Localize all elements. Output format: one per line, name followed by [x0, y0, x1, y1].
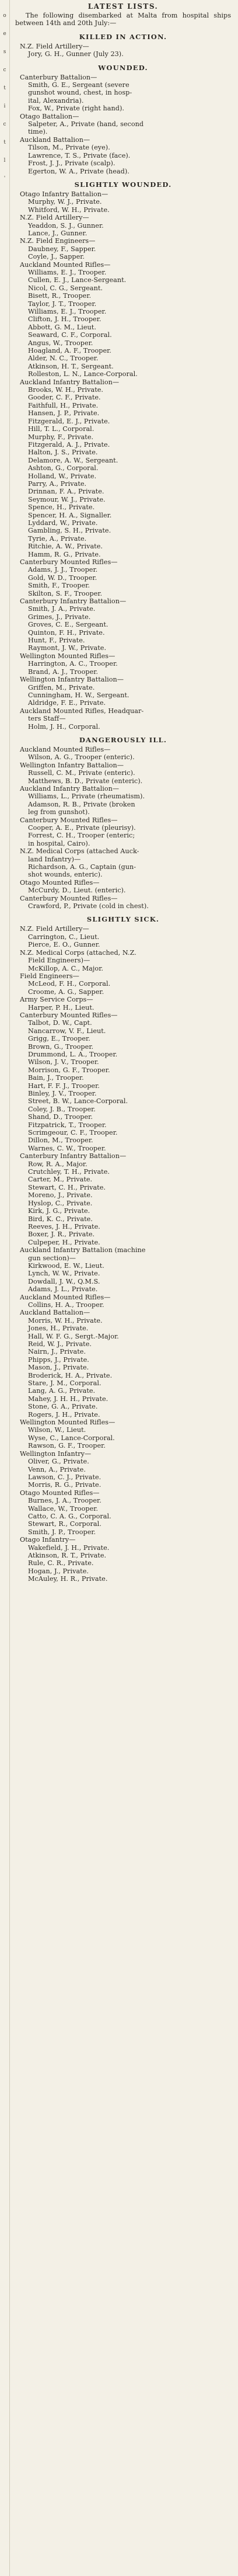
casualty-entry: Williams, E. J., Trooper.	[28, 268, 107, 276]
casualty-entry: Atkinson, R. T., Private.	[28, 1551, 107, 1559]
section-title: SLIGHTLY WOUNDED.	[74, 180, 172, 189]
unit-heading: N.Z. Field Artillery—	[20, 42, 89, 50]
casualty-entry: Forrest, C. H., Trooper (enteric;	[28, 832, 135, 840]
casualty-entry: Lynch, W. W., Private.	[28, 1270, 100, 1278]
casualty-entry: Salpeter, A., Private (hand, second	[28, 120, 144, 128]
casualty-entry: Rule, C. R., Private.	[28, 1559, 94, 1567]
casualty-entry: Lang, A. G., Private.	[28, 1387, 96, 1395]
casualty-entry: gunshot wound, chest, in hosp-	[28, 89, 132, 97]
margin-letter: s	[3, 49, 6, 55]
casualty-entry: Spencer, H. A., Signaller.	[28, 511, 112, 519]
casualty-entry: Phipps, J., Private.	[28, 1355, 89, 1364]
casualty-entry: Gooder, C. F., Private.	[28, 394, 101, 402]
casualty-entry: Carter, M., Private.	[28, 1176, 93, 1184]
casualty-entry: Seaward, C. F., Corporal.	[28, 331, 112, 339]
unit-heading: Otago Mounted Rifles—	[20, 1489, 100, 1497]
casualty-entry: Nicol, C. G., Sergeant.	[28, 284, 103, 292]
casualty-entry: Harper, P. H., Lieut.	[28, 1003, 94, 1011]
casualty-entry: Street, B. W., Lance-Corporal.	[28, 1097, 128, 1106]
casualty-entry: Reeves, J. H., Private.	[28, 1222, 100, 1230]
unit-heading: Canterbury Infantry Battalion—	[20, 1152, 127, 1160]
casualty-entry: Delamore, A. W., Sergeant.	[28, 456, 118, 464]
casualty-entry: Wyse, C., Lance-Corporal.	[28, 1434, 115, 1442]
unit-heading: N.Z. Field Artillery—	[20, 925, 89, 933]
casualty-entry: Warnes, C. W., Trooper.	[28, 1144, 106, 1152]
margin-letter: t	[4, 140, 6, 145]
casualty-entry: in hospital, Cairo).	[28, 839, 90, 847]
margin-letter: c	[3, 121, 6, 127]
casualty-entry: Wallace, W., Trooper.	[28, 1504, 99, 1513]
unit-heading: Wellington Mounted Rifles—	[20, 652, 116, 660]
casualty-entry: Croome, A. G., Sapper.	[28, 988, 104, 996]
casualty-entry: Nancarrow, V. F., Lieut.	[28, 1027, 106, 1035]
unit-heading: N.Z. Field Engineers—	[20, 237, 96, 245]
casualty-entry: Morris, W. H., Private.	[28, 1316, 103, 1324]
casualty-entry: Aldridge, F. E., Private.	[28, 699, 106, 707]
casualty-entry: Carrington, C., Lieut.	[28, 933, 100, 941]
casualty-entry: Hyslop, C., Private.	[28, 1199, 93, 1207]
casualty-entry: Skilton, S. F., Trooper.	[28, 589, 103, 597]
unit-heading: Auckland Infantry Battalion—	[20, 784, 120, 792]
casualty-entry: Ritchie, A. W., Private.	[28, 543, 103, 551]
casualty-entry: Kirk, J. G., Private.	[28, 1207, 90, 1215]
casualty-entry: Hall, W. F. G., Sergt.-Major.	[28, 1332, 119, 1340]
casualty-entry: Oliver, G., Private.	[28, 1458, 89, 1466]
casualty-entry: Fitzgerald, A. J., Private.	[28, 440, 110, 449]
casualty-entry: Venn, A., Private.	[28, 1465, 86, 1473]
casualty-entry: Nairn, J., Private.	[28, 1348, 86, 1356]
casualty-entry: Yeaddon, S. J., Gunner.	[28, 221, 104, 230]
casualty-entry: Catto, C. A. G., Corporal.	[28, 1512, 111, 1520]
casualty-entry: Shand, D., Trooper.	[28, 1113, 93, 1121]
casualty-entry: Lyddard, W., Private.	[28, 519, 98, 527]
casualty-entry: Cunningham, H. W., Sergeant.	[28, 691, 130, 699]
casualty-entry: Raymont, J. W., Private.	[28, 644, 107, 652]
casualty-entry: Grimes, J., Private.	[28, 613, 91, 621]
casualty-entry: Fox, W., Private (right hand).	[28, 105, 125, 113]
casualty-entry: Smith, F., Trooper.	[28, 582, 90, 590]
casualty-entry: Row, R. A., Major.	[28, 1160, 88, 1168]
intro-paragraph: The following disembarked at Malta from hospital ships between 14th and 20th July:—	[15, 12, 231, 27]
unit-heading: Otago Battalion—	[20, 112, 79, 120]
casualty-entry: shot wounds, enteric).	[28, 871, 103, 879]
casualty-entry: Stewart, C. H., Private.	[28, 1183, 106, 1191]
casualty-entry: Angus, W., Trooper.	[28, 339, 93, 347]
casualty-entry: Whitford, W. H., Private.	[28, 206, 110, 214]
casualty-entry: Wakefield, J. H., Private.	[28, 1543, 110, 1552]
unit-heading: Army Service Corps—	[20, 996, 93, 1004]
casualty-entry: Lawrence, T. S., Private (face).	[28, 151, 131, 159]
casualty-entry: McLeod, F. H., Corporal.	[28, 980, 111, 988]
unit-heading: Auckland Mounted Rifles—	[20, 745, 111, 753]
casualty-entry: Brand, A. J., Trooper.	[28, 668, 99, 676]
casualty-entry: Dillon, M., Trooper.	[28, 1136, 93, 1145]
unit-heading: N.Z. Medical Corps (attached Auck-	[20, 847, 139, 856]
casualty-entry: Jones, H., Private.	[28, 1324, 89, 1333]
casualty-entry: Smith, J. P., Trooper.	[28, 1528, 96, 1536]
unit-heading: Wellington Infantry Battalion—	[20, 761, 124, 769]
casualty-entry: Rawson, G. F., Trooper.	[28, 1442, 106, 1450]
casualty-entry: Smith, G. E., Sergeant (severe	[28, 81, 130, 89]
section-title: SLIGHTLY SICK.	[86, 915, 160, 924]
casualty-entry: Broderick, H. A., Private.	[28, 1371, 113, 1379]
casualty-entry: Mason, J., Private.	[28, 1364, 89, 1372]
casualty-entry: Crutchley, T. H., Private.	[28, 1168, 110, 1176]
casualty-entry: Stare, J. M., Corporal.	[28, 1379, 102, 1388]
casualty-entry: Bain, J., Trooper.	[28, 1074, 84, 1082]
casualty-entry: Collins, H. A., Trooper.	[28, 1301, 104, 1309]
casualty-entry: Murphy, W. J., Private.	[28, 198, 102, 206]
casualty-entry: Morrison, G. F., Trooper.	[28, 1066, 110, 1074]
casualty-entry: Fitzgerald, E. J., Private.	[28, 417, 110, 425]
casualty-entry: Cullen, E. J., Lance-Sergeant.	[28, 276, 127, 284]
unit-heading: Auckland Mounted Rifles—	[20, 1293, 111, 1301]
unit-heading: Auckland Mounted Rifles, Headquar-	[20, 707, 144, 715]
unit-heading: Wellington Infantry Battalion—	[20, 676, 124, 684]
casualty-entry: Boxer, J. R., Private.	[28, 1230, 95, 1239]
casualty-entry: McCurdy, D., Lieut. (enteric).	[28, 887, 126, 895]
unit-heading: Canterbury Mounted Rifles—	[20, 816, 118, 824]
casualty-entry: Brown, G., Trooper.	[28, 1042, 94, 1051]
casualty-entry: ital, Alexandria).	[28, 96, 84, 105]
casualty-entry: Hogan, J., Private.	[28, 1567, 89, 1575]
unit-heading: Canterbury Battalion—	[20, 73, 97, 81]
casualty-entry: Halton, J. S., Private.	[28, 449, 98, 457]
casualty-entry: Tilson, M., Private (eye).	[28, 144, 110, 152]
unit-heading: N.Z. Field Artillery—	[20, 214, 89, 222]
casualty-entry: Hunt, F., Private.	[28, 637, 85, 645]
casualty-entry: McAuley, H. R., Private.	[28, 1575, 108, 1583]
casualty-sections	[15, 33, 231, 1583]
casualty-entry: Drummond, L. A., Trooper.	[28, 1050, 118, 1058]
section-title: KILLED IN ACTION.	[79, 32, 167, 41]
casualty-entry: Egerton, W. A., Private (head).	[28, 167, 130, 175]
casualty-entry: Murphy, F., Private.	[28, 433, 94, 441]
margin-letter: l	[4, 158, 6, 164]
unit-heading: Otago Infantry Battalion—	[20, 190, 108, 198]
casualty-entry: Groves, C. E., Sergeant.	[28, 621, 108, 629]
casualty-entry: Quinton, F. H., Private.	[28, 628, 105, 637]
casualty-entry: Tyrie, A., Private.	[28, 534, 87, 543]
casualty-entry: Pierce, E. O., Gunner.	[28, 941, 100, 949]
margin-letter: '	[4, 176, 6, 182]
casualty-entry: Wilson, J. V., Trooper.	[28, 1058, 99, 1066]
unit-heading: Canterbury Mounted Rifles—	[20, 1011, 118, 1019]
headline: LATEST LISTS.	[88, 2, 159, 11]
casualty-entry: Hoagland, A. F., Trooper.	[28, 347, 111, 355]
casualty-entry: Field Engineers)—	[28, 957, 90, 965]
unit-heading: Canterbury Mounted Rifles—	[20, 894, 118, 902]
casualty-entry: Smith, J. A., Private.	[28, 605, 96, 613]
casualty-entry: Gold, W. D., Trooper.	[28, 573, 97, 582]
unit-heading: Auckland Mounted Rifles—	[20, 260, 111, 269]
casualty-entry: Harrington, A. C., Trooper.	[28, 660, 118, 668]
casualty-entry: Rolleston, L. N., Lance-Corporal.	[28, 370, 138, 378]
casualty-entry: Lance, J., Gunner.	[28, 229, 88, 237]
casualty-entry: Stone, G. A., Private.	[28, 1403, 98, 1411]
casualty-entry: Drinnan, F. A., Private.	[28, 488, 104, 496]
casualty-entry: Matthews, B. D., Private (enteric).	[28, 777, 143, 785]
casualty-entry: Holm, J. H., Corporal.	[28, 722, 100, 731]
casualty-entry: Crawford, P., Private (cold in chest).	[28, 902, 149, 910]
casualty-entry: Talbot, D. W., Capt.	[28, 1019, 92, 1027]
margin-letter: t	[4, 85, 6, 91]
casualty-entry: Hart, F. F. J., Trooper.	[28, 1082, 100, 1090]
casualty-entry: Parry, A., Private.	[28, 479, 87, 488]
unit-heading: Auckland Infantry Battalion—	[20, 378, 120, 386]
casualty-entry: Lawson, C. J., Private.	[28, 1473, 102, 1481]
unit-heading: Field Engineers—	[20, 972, 79, 980]
casualty-entry: Clifton, J. H., Trooper.	[28, 315, 102, 324]
unit-heading: Wellington Mounted Rifles—	[20, 1419, 116, 1427]
casualty-entry: Hamm, R. G., Private.	[28, 550, 101, 558]
unit-heading: Canterbury Infantry Battalion—	[20, 597, 127, 606]
casualty-entry: Bird, K. C., Private.	[28, 1215, 93, 1223]
casualty-entry: Hill, T. L., Corporal.	[28, 425, 94, 433]
casualty-entry: Taylor, J. T., Trooper.	[28, 300, 97, 308]
casualty-entry: Adamson, R. B., Private (broken	[28, 800, 135, 808]
casualty-entry: Wilson, A. G., Trooper (enteric).	[28, 753, 135, 762]
casualty-entry: Wilson, W., Lieut.	[28, 1426, 86, 1434]
casualty-entry: Rogers, J. H., Private.	[28, 1410, 100, 1419]
casualty-entry: Dowdall, J. W., Q.M.S.	[28, 1277, 100, 1285]
casualty-entry: Russell, C. M., Private (enteric).	[28, 769, 135, 777]
casualty-entry: Frost, J. J., Private (scalp).	[28, 159, 116, 168]
unit-heading: Canterbury Mounted Rifles—	[20, 558, 118, 566]
unit-heading: N.Z. Medical Corps (attached, N.Z.	[20, 948, 136, 957]
casualty-entry: Scrimgeour, C. F., Trooper.	[28, 1129, 118, 1137]
casualty-entry: land Infantry)—	[28, 855, 81, 863]
casualty-entry: Alder, N. C., Trooper.	[28, 354, 99, 363]
casualty-entry: Ashton, G., Corporal.	[28, 464, 99, 472]
casualty-entry: Williams, L., Private (rheumatism).	[28, 792, 145, 801]
casualty-entry: Coyle, J., Sapper.	[28, 253, 85, 261]
casualty-entry: Moreno, J., Private.	[28, 1191, 93, 1200]
casualty-entry: Griffen, M., Private.	[28, 683, 95, 691]
casualty-entry: Abbott, G. M., Lieut.	[28, 323, 96, 331]
casualty-entry: McKillop, A. C., Major.	[28, 964, 103, 972]
casualty-entry: Seymour, W. J., Private.	[28, 495, 106, 503]
casualty-entry: ters Staff—	[28, 715, 66, 723]
casualty-entry: Atkinson, H. T., Sergeant.	[28, 362, 114, 370]
casualty-entry: time).	[28, 128, 48, 136]
margin-letter: e	[3, 31, 6, 37]
casualty-entry: Stewart, R., Corporal.	[28, 1520, 102, 1528]
unit-heading: Auckland Infantry Battalion (machine	[20, 1246, 146, 1254]
casualty-entry: Mahey, J. H. H., Private.	[28, 1395, 108, 1403]
unit-heading: Otago Infantry—	[20, 1536, 76, 1544]
casualty-entry: Coley, J. B., Trooper.	[28, 1105, 96, 1113]
casualty-entry: Adams, J. J., Trooper.	[28, 566, 98, 574]
casualty-entry: Adams, J. L., Private.	[28, 1285, 98, 1294]
casualty-entry: Morris, R. G., Private.	[28, 1481, 102, 1489]
casualty-entry: Kirkwood, E. W., Lieut.	[28, 1261, 104, 1270]
casualty-entry: Binley, J. V., Trooper.	[28, 1090, 97, 1097]
casualty-entry: leg from gunshot).	[28, 808, 90, 816]
casualty-entry: Hansen, J. P., Private.	[28, 409, 100, 418]
casualty-entry: Spence, H., Private.	[28, 503, 95, 512]
casualty-entry: Culpeper, H., Private.	[28, 1238, 100, 1246]
casualty-entry: Gambling, S. H., Private.	[28, 527, 111, 535]
casualty-entry: Cooper, A. E., Private (pleurisy).	[28, 824, 136, 832]
unit-heading: Otago Mounted Rifles—	[20, 878, 100, 887]
unit-heading: Wellington Infantry—	[20, 1449, 92, 1458]
casualty-entry: Brooks, W. H., Private.	[28, 386, 104, 394]
casualty-entry: Grigg, E., Trooper.	[28, 1035, 90, 1043]
casualty-entry: Burnes, J. A., Trooper.	[28, 1497, 102, 1505]
margin-letter: i	[4, 103, 6, 109]
section-title: WOUNDED.	[98, 63, 148, 72]
margin-letter: o	[3, 13, 6, 19]
casualty-entry: Richardson, A. G., Captain (gun-	[28, 863, 136, 871]
casualty-entry: Faithfull, H., Private.	[28, 401, 99, 409]
casualty-entry: Reid, W. J., Private.	[28, 1340, 92, 1348]
casualty-entry: Bisett, R., Trooper.	[28, 292, 92, 300]
casualty-entry: Williams, E. J., Trooper.	[28, 308, 107, 315]
casualty-entry: Jory, G. H., Gunner (July 23).	[28, 50, 124, 58]
margin-letter: c	[3, 67, 6, 73]
casualty-entry: Daubney, F., Sapper.	[28, 245, 96, 253]
unit-heading: Auckland Battalion—	[20, 1309, 90, 1317]
casualty-entry: gun section)—	[28, 1254, 76, 1262]
casualty-entry: Holland, W., Private.	[28, 472, 97, 480]
unit-heading: Auckland Battalion—	[20, 135, 90, 144]
casualty-entry: Fitzpatrick, T., Trooper.	[28, 1121, 107, 1129]
section-title: DANGEROUSLY ILL.	[79, 735, 167, 744]
